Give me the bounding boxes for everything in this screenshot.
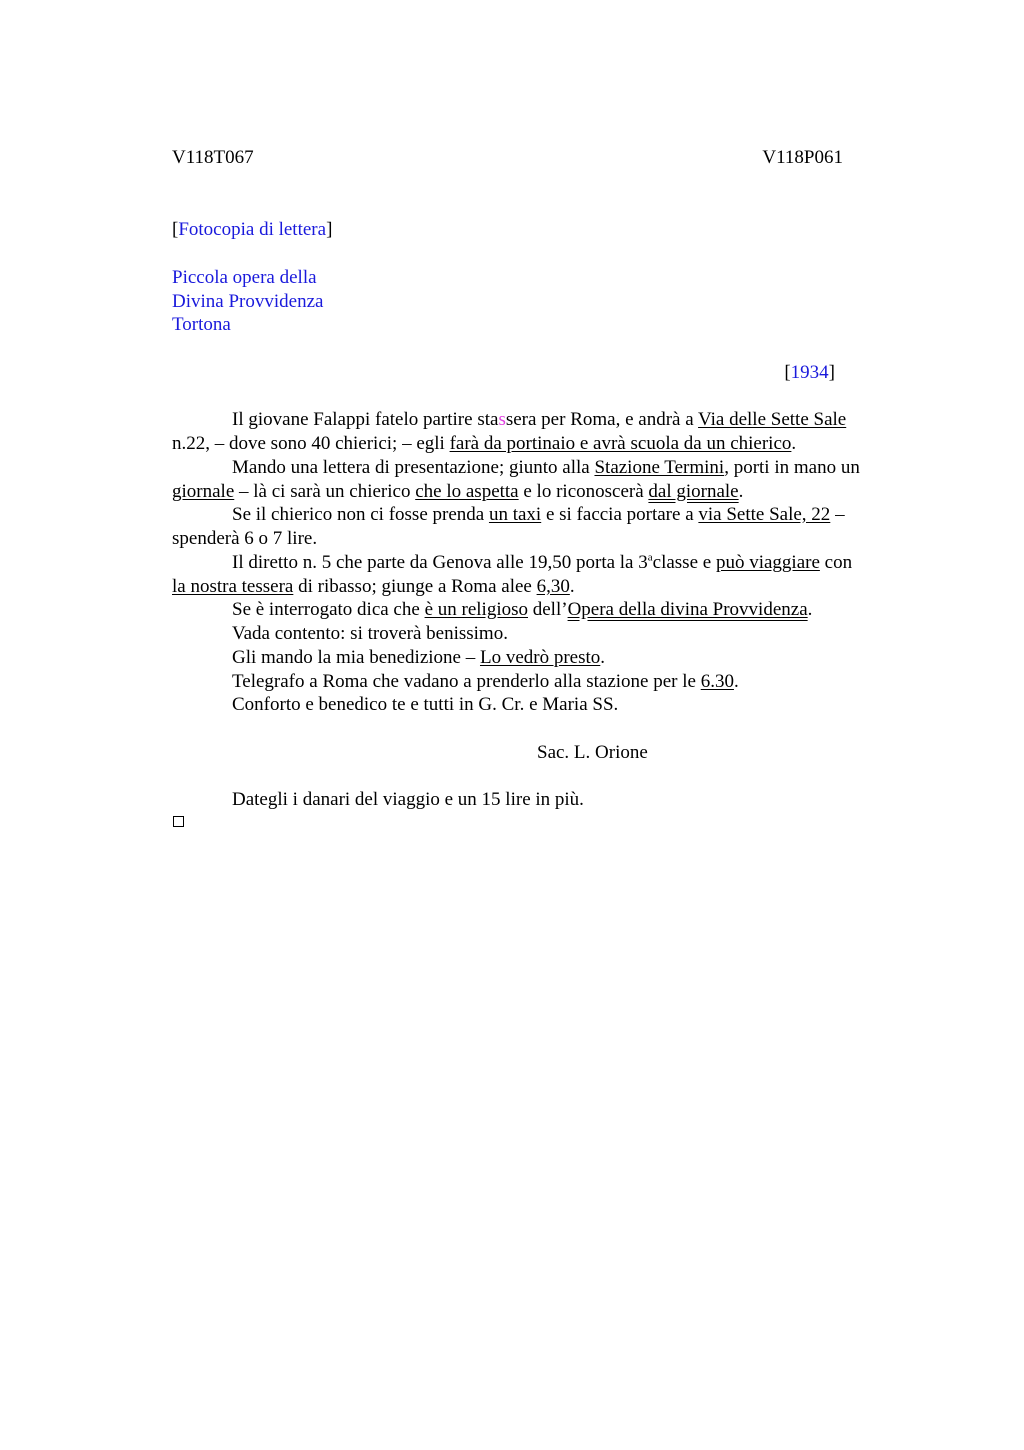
paragraph-1-line-1: Il giovane Falappi fatelo partire stassera per Roma, e andrà a Via delle Sette Sale (232, 409, 847, 430)
right-code: V118P061 (762, 147, 843, 168)
letterhead-line-2: Divina Provvidenza (172, 291, 324, 312)
paragraph-6: Vada contento: si troverà benissimo. (232, 623, 508, 644)
document-type-note: [Fotocopia di lettera] (172, 219, 333, 240)
paragraph-9: Conforto e benedico te e tutti in G. Cr. e Maria SS. (232, 694, 619, 715)
paragraph-5: Se è interrogato dica che è un religioso dell’Opera della divina Provvidenza. (232, 599, 813, 620)
letter-date: [1934] (784, 362, 835, 383)
paragraph-7: Gli mando la mia benedizione – Lo vedrò presto. (232, 647, 606, 668)
paragraph-2-line-2: giornale – là ci sarà un chierico che lo aspetta e lo riconoscerà dal giornale. (172, 481, 744, 502)
paragraph-2-line-1: Mando una lettera di presentazione; giunto alla Stazione Termini, porti in mano un (232, 457, 860, 478)
paragraph-3-line-1: Se il chierico non ci fosse prenda un taxi e si faccia portare a via Sette Sale, 22 – (232, 504, 845, 525)
end-marker-square-icon (173, 816, 184, 827)
letterhead-line-1: Piccola opera della (172, 267, 317, 288)
paragraph-3-line-2: spenderà 6 o 7 lire. (172, 528, 318, 549)
postscript: Dategli i danari del viaggio e un 15 lire in più. (232, 789, 584, 810)
paragraph-1-line-2: n.22, – dove sono 40 chierici; – egli farà da portinaio e avrà scuola da un chierico. (172, 433, 797, 454)
paragraph-8: Telegrafo a Roma che vadano a prenderlo alla stazione per le 6.30. (232, 671, 739, 692)
paragraph-4-line-2: la nostra tessera di ribasso; giunge a Roma alee 6,30. (172, 576, 575, 597)
signature: Sac. L. Orione (537, 742, 648, 763)
paragraph-4-line-1: Il diretto n. 5 che parte da Genova alle 19,50 porta la 3$^a$classe e può viaggiare con (232, 551, 853, 573)
left-code: V118T067 (172, 147, 254, 168)
letterhead-line-3: Tortona (172, 314, 231, 335)
